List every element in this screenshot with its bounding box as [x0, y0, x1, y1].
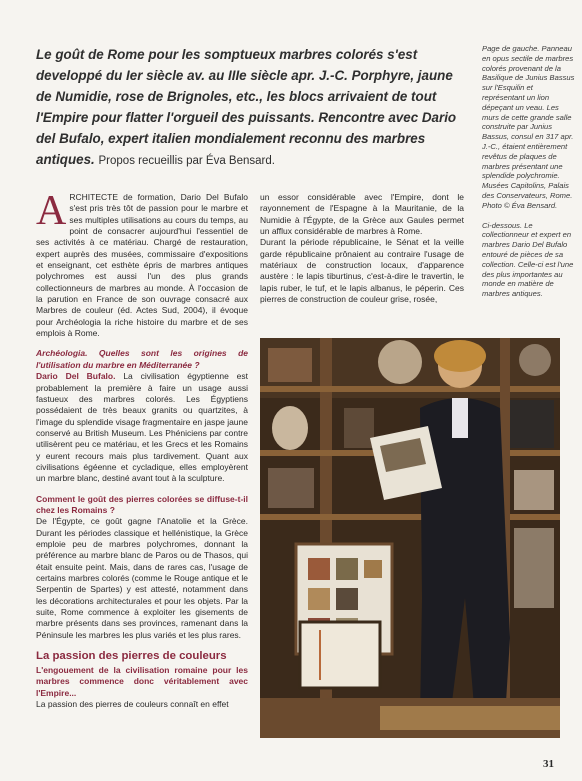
article-column-middle — [260, 192, 464, 305]
collector-photo — [260, 338, 560, 738]
article-paragraph-1: RCHITECTE de formation, Dario Del Bufalo s'est pris très tôt de passion pour le marbre et ses multiples utilisations au cours du temps, au point de consacrer aujourd'hui l'essentiel de ses activités à ce matériau. Chargé de restauration, expert auprès des musées, commissaire d'expositions et enseignant, cet esthète épris de marbres antiques polychromes est aussi l'un des plus grands collectionneurs de marbres au monde. À l'occasion de la parution en France de son ouvrage consacré aux Marbres de couleur (éd. Actes Sud, 2004), il évoque pour Archéologia la riche histoire du marbre et de ses emplois à Rome. — [36, 192, 248, 339]
intro-credit: Propos recueillis par Éva Bensard. — [98, 155, 275, 167]
article-last-line: La passion des pierres de couleurs connaît en effet — [36, 699, 229, 710]
caption-below: Ci-dessous. Le collectionneur et expert en marbres Dario Del Bufalo entouré de pièces de sa collection. Celle-ci est l'une des plus importantes au monde en matière de marbres antiques. — [482, 220, 574, 299]
page-number: 31 — [543, 758, 554, 770]
middle-paragraph-1: un essor considérable avec l'Empire, dont le rayonnement de l'Espagne à la Mauritanie, de la Numidie à l'Égypte, de la Grèce aux Gaules permet un afflux considérable de marbres à Rome. — [260, 192, 464, 237]
answer-1-name: Dario Del Bufalo. — [36, 371, 116, 382]
caption-column — [482, 44, 576, 309]
collector-photo-illustration — [260, 338, 560, 738]
answer-2: De l'Égypte, ce goût gagne l'Anatolie et la Grèce. Durant les périodes classique et hellénistique, la Grèce emploie peu de marbres polychromes, donnant la préférence au marbre blanc de Paros ou de Thasos, qui était ensuite peint. Mais, dans de rares cas, l'usage de certains marbres colorés (comme le Rouge antique et le Serpentin de Spartes) y est attesté, notamment dans les décorations architecturales et pour les objets. Par la suite, Rome commence à exploiter les gisements de marbre présents dans ses provinces, ramenant dans la Péninsule les marbres les plus variés et les plus rares. — [36, 516, 248, 640]
answer-1: La civilisation égyptienne est probablement la première à faire un usage aussi fastueux des marbres colorés. Les Égyptiens possédaient de très beaux granits ou quartzites, à l'image du splendide visage fragmentaire en jaspe jaune conservé au British Museum. Les Phéniciens par contre utilisèrent peu ce matériau, et les Grecs et les Romains y eurent recours mais plus tardivement. Quant aux civilisations égéenne et cycladique, elles employèrent un marbre blanc, destiné avant tout à la sculpture. — [36, 371, 248, 484]
intro-lead — [36, 44, 464, 172]
section-heading: La passion des pierres de couleurs — [36, 650, 227, 663]
caption-left-page: Page de gauche. Panneau en opus sectile de marbres colorés provenant de la Basilique de Junius Bassus sur l'Esquilin et représentant un lion dépeçant un veau. Les murs de cette grande salle construite par Junius Bassus, consul en 317 apr. J.-C., étaient entièrement revêtus de plaques de marbres présentant une splendide polychromie. Musées Capitolins, Palais des Conservateurs, Rome. Photo © Éva Bensard. — [482, 44, 575, 210]
question-2: Comment le goût des pierres colorées se diffuse-t-il chez les Romains ? — [36, 493, 248, 515]
middle-paragraph-2: Durant la période républicaine, le Sénat et la veille garde républicaine prônaient au contraire l'usage de matériaux de construction locaux, d'apparence austère : le lapis tiburtinus, c'est-à-dire le travertin, le lapis ruber, le tuf, et le lapis albanus, le péperin. Ces pierres de construction de couleur grise, rosée, — [260, 237, 464, 305]
intro-lead-text: Le goût de Rome pour les somptueux marbres colorés s'est developpé du Ier siècle av. au IIIe siècle apr. J.-C. Porphyre, jaune de Numidie, rose de Brignoles, etc., les blocs arrivaient de tout l'Empire pour flatter l'orgueil des puissants. Rencontre avec Dario del Bufalo, expert italien mondialement reconnu des marbres antiques. — [36, 47, 457, 167]
article-column-left — [36, 188, 248, 710]
question-1: Archéologia. Quelles sont les origines de l'utilisation du marbre en Méditerranée ? — [36, 348, 248, 370]
dropcap: A — [36, 188, 67, 234]
section-subheading: L'engouement de la civilisation romaine pour les marbres commence donc véritablement avec l'Empire... — [36, 665, 248, 698]
